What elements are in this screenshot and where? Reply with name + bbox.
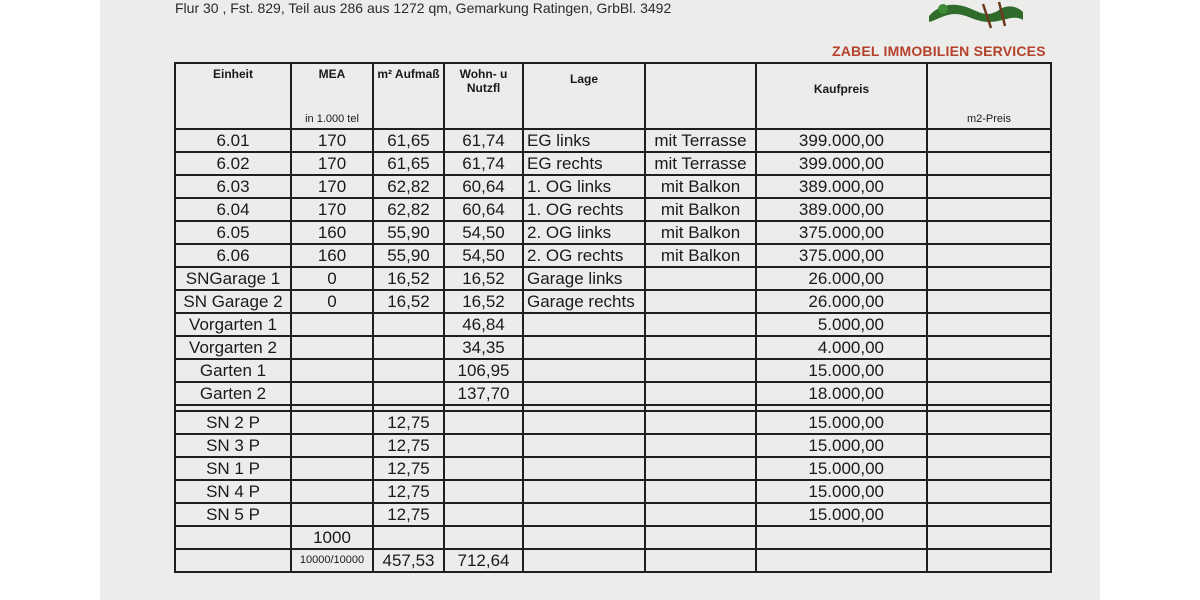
company-name: ZABEL IMMOBILIEN SERVICES xyxy=(832,43,1046,59)
cell-m2preis xyxy=(927,244,1051,267)
table-row xyxy=(175,152,1051,175)
cell-extra xyxy=(645,313,756,336)
cell-kaufpreis: 389.000,00 xyxy=(756,198,927,221)
col-einheit: Einheit xyxy=(175,63,291,129)
cell-m2preis xyxy=(927,221,1051,244)
cell-einheit: Vorgarten 1 xyxy=(175,313,291,336)
cell-aufmass: 12,75 xyxy=(373,503,444,526)
table-row xyxy=(175,290,1051,313)
cell-lage xyxy=(523,457,645,480)
cell-wohnflaeche xyxy=(444,457,523,480)
cell-wohnflaeche: 16,52 xyxy=(444,290,523,313)
table-row xyxy=(175,503,1051,526)
cell-lage: 1. OG links xyxy=(523,175,645,198)
cell-extra: mit Terrasse xyxy=(645,129,756,152)
cell-extra xyxy=(645,480,756,503)
col-mea-label: MEA xyxy=(318,67,346,81)
cell-wohnflaeche: 46,84 xyxy=(444,313,523,336)
cell-m2preis xyxy=(927,434,1051,457)
cell-m2preis xyxy=(927,175,1051,198)
cell-wohnflaeche: 61,74 xyxy=(444,129,523,152)
cell-einheit: 6.03 xyxy=(175,175,291,198)
cell-wohnflaeche: 34,35 xyxy=(444,336,523,359)
cell-kaufpreis xyxy=(756,526,927,549)
cell-extra xyxy=(645,267,756,290)
cell-aufmass: 12,75 xyxy=(373,457,444,480)
cell-aufmass: 16,52 xyxy=(373,290,444,313)
cell-aufmass xyxy=(373,359,444,382)
col-lage: Lage xyxy=(523,63,645,129)
cell-lage xyxy=(523,411,645,434)
cell-mea xyxy=(291,313,373,336)
cell-lage xyxy=(523,480,645,503)
cell-kaufpreis: 375.000,00 xyxy=(756,221,927,244)
cell-extra xyxy=(645,336,756,359)
total-cell-wohnflaeche: 712,64 xyxy=(444,549,523,572)
cell-kaufpreis: 389.000,00 xyxy=(756,175,927,198)
total-cell-einheit xyxy=(175,549,291,572)
table-row xyxy=(175,244,1051,267)
cell-wohnflaeche: 54,50 xyxy=(444,221,523,244)
table-total-row xyxy=(175,549,1051,572)
table-row xyxy=(175,480,1051,503)
unit-price-table xyxy=(174,62,1052,573)
cell-mea: 0 xyxy=(291,290,373,313)
cell-mea xyxy=(291,503,373,526)
cell-m2preis xyxy=(927,313,1051,336)
col-kaufpreis: Kaufpreis xyxy=(756,63,927,129)
cell-lage: 2. OG rechts xyxy=(523,244,645,267)
col-extra xyxy=(645,63,756,129)
cell-wohnflaeche: 54,50 xyxy=(444,244,523,267)
col-mea-sublabel: in 1.000 tel xyxy=(305,113,359,125)
cell-aufmass: 62,82 xyxy=(373,175,444,198)
cell-mea: 170 xyxy=(291,175,373,198)
cell-lage xyxy=(523,434,645,457)
cell-wohnflaeche: 60,64 xyxy=(444,175,523,198)
cell-wohnflaeche: 137,70 xyxy=(444,382,523,405)
cell-extra: mit Balkon xyxy=(645,221,756,244)
cell-mea: 160 xyxy=(291,244,373,267)
cell-einheit: SN 3 P xyxy=(175,434,291,457)
cell-aufmass: 12,75 xyxy=(373,480,444,503)
cell-kaufpreis: 15.000,00 xyxy=(756,411,927,434)
cell-wohnflaeche xyxy=(444,411,523,434)
cell-lage: Garage links xyxy=(523,267,645,290)
cell-mea: 170 xyxy=(291,129,373,152)
table-row xyxy=(175,175,1051,198)
cell-kaufpreis: 15.000,00 xyxy=(756,480,927,503)
cell-aufmass xyxy=(373,313,444,336)
cell-lage xyxy=(523,336,645,359)
cell-extra: mit Balkon xyxy=(645,198,756,221)
cell-kaufpreis: 15.000,00 xyxy=(756,359,927,382)
cell-wohnflaeche: 16,52 xyxy=(444,267,523,290)
cell-einheit: SN Garage 2 xyxy=(175,290,291,313)
cell-einheit: SN 1 P xyxy=(175,457,291,480)
cell-extra: mit Terrasse xyxy=(645,152,756,175)
cell-wohnflaeche xyxy=(444,434,523,457)
cell-kaufpreis: 26.000,00 xyxy=(756,290,927,313)
cell-lage xyxy=(523,526,645,549)
table-row xyxy=(175,198,1051,221)
cell-einheit: Garten 1 xyxy=(175,359,291,382)
cell-einheit: 6.05 xyxy=(175,221,291,244)
cell-aufmass: 12,75 xyxy=(373,434,444,457)
cell-extra xyxy=(645,290,756,313)
cell-extra: mit Balkon xyxy=(645,175,756,198)
cell-kaufpreis: 399.000,00 xyxy=(756,152,927,175)
cell-mea: 0 xyxy=(291,267,373,290)
cell-aufmass: 61,65 xyxy=(373,129,444,152)
cell-einheit xyxy=(175,526,291,549)
cell-kaufpreis: 399.000,00 xyxy=(756,129,927,152)
cell-kaufpreis: 5.000,00 xyxy=(756,313,927,336)
col-mea xyxy=(291,63,373,129)
table-row xyxy=(175,457,1051,480)
cell-extra xyxy=(645,359,756,382)
cell-mea xyxy=(291,457,373,480)
cell-einheit: Vorgarten 2 xyxy=(175,336,291,359)
cell-m2preis xyxy=(927,290,1051,313)
cell-mea: 1000 xyxy=(291,526,373,549)
parcel-description: Flur 30 , Fst. 829, Teil aus 286 aus 1272 qm, Gemarkung Ratingen, GrbBl. 3492 xyxy=(175,0,672,16)
cell-wohnflaeche: 61,74 xyxy=(444,152,523,175)
cell-extra xyxy=(645,526,756,549)
cell-aufmass: 61,65 xyxy=(373,152,444,175)
cell-einheit: 6.01 xyxy=(175,129,291,152)
cell-lage xyxy=(523,359,645,382)
table-row xyxy=(175,129,1051,152)
cell-m2preis xyxy=(927,526,1051,549)
cell-extra xyxy=(645,434,756,457)
cell-mea xyxy=(291,480,373,503)
cell-m2preis xyxy=(927,336,1051,359)
total-cell-m2preis xyxy=(927,549,1051,572)
cell-m2preis xyxy=(927,198,1051,221)
cell-m2preis xyxy=(927,503,1051,526)
cell-aufmass xyxy=(373,526,444,549)
total-cell-lage xyxy=(523,549,645,572)
cell-kaufpreis: 26.000,00 xyxy=(756,267,927,290)
cell-lage xyxy=(523,313,645,336)
cell-aufmass: 55,90 xyxy=(373,221,444,244)
cell-kaufpreis: 4.000,00 xyxy=(756,336,927,359)
cell-m2preis xyxy=(927,457,1051,480)
cell-extra: mit Balkon xyxy=(645,244,756,267)
cell-einheit: SN 5 P xyxy=(175,503,291,526)
cell-extra xyxy=(645,382,756,405)
total-cell-kaufpreis xyxy=(756,549,927,572)
cell-mea: 160 xyxy=(291,221,373,244)
cell-lage: Garage rechts xyxy=(523,290,645,313)
cell-extra xyxy=(645,503,756,526)
cell-mea xyxy=(291,411,373,434)
cell-aufmass xyxy=(373,382,444,405)
cell-einheit: SNGarage 1 xyxy=(175,267,291,290)
cell-m2preis xyxy=(927,382,1051,405)
cell-m2preis xyxy=(927,411,1051,434)
cell-mea xyxy=(291,359,373,382)
cell-einheit: 6.04 xyxy=(175,198,291,221)
cell-m2preis xyxy=(927,480,1051,503)
cell-einheit: Garten 2 xyxy=(175,382,291,405)
cell-kaufpreis: 15.000,00 xyxy=(756,434,927,457)
cell-aufmass: 62,82 xyxy=(373,198,444,221)
table-row xyxy=(175,336,1051,359)
cell-lage: EG links xyxy=(523,129,645,152)
cell-extra xyxy=(645,457,756,480)
cell-mea xyxy=(291,382,373,405)
table-row xyxy=(175,267,1051,290)
cell-mea xyxy=(291,336,373,359)
cell-einheit: SN 4 P xyxy=(175,480,291,503)
cell-extra xyxy=(645,411,756,434)
cell-kaufpreis: 15.000,00 xyxy=(756,503,927,526)
cell-wohnflaeche xyxy=(444,526,523,549)
cell-lage: 2. OG links xyxy=(523,221,645,244)
cell-aufmass: 16,52 xyxy=(373,267,444,290)
cell-mea xyxy=(291,434,373,457)
col-wohnflaeche: Wohn- u Nutzfl xyxy=(444,63,523,129)
table-row xyxy=(175,526,1051,549)
table-header-row xyxy=(175,63,1051,129)
cell-einheit: 6.02 xyxy=(175,152,291,175)
col-aufmass: m² Aufmaß xyxy=(373,63,444,129)
cell-wohnflaeche: 106,95 xyxy=(444,359,523,382)
cell-einheit: SN 2 P xyxy=(175,411,291,434)
cell-m2preis xyxy=(927,359,1051,382)
cell-kaufpreis: 18.000,00 xyxy=(756,382,927,405)
cell-kaufpreis: 375.000,00 xyxy=(756,244,927,267)
cell-einheit: 6.06 xyxy=(175,244,291,267)
cell-lage: 1. OG rechts xyxy=(523,198,645,221)
cell-aufmass xyxy=(373,336,444,359)
total-cell-mea: 10000/10000 xyxy=(291,549,373,572)
cell-lage: EG rechts xyxy=(523,152,645,175)
total-cell-aufmass: 457,53 xyxy=(373,549,444,572)
total-cell-extra xyxy=(645,549,756,572)
table-row xyxy=(175,382,1051,405)
col-m2preis-label: m2-Preis xyxy=(966,113,1011,125)
col-m2preis xyxy=(927,63,1051,129)
cell-wohnflaeche xyxy=(444,503,523,526)
table-row xyxy=(175,434,1051,457)
cell-aufmass: 12,75 xyxy=(373,411,444,434)
cell-m2preis xyxy=(927,267,1051,290)
company-logo-icon xyxy=(925,0,1025,30)
cell-m2preis xyxy=(927,152,1051,175)
table-row xyxy=(175,411,1051,434)
table-row xyxy=(175,221,1051,244)
cell-wohnflaeche xyxy=(444,480,523,503)
cell-lage xyxy=(523,382,645,405)
cell-kaufpreis: 15.000,00 xyxy=(756,457,927,480)
cell-aufmass: 55,90 xyxy=(373,244,444,267)
cell-lage xyxy=(523,503,645,526)
table-row xyxy=(175,313,1051,336)
table-row xyxy=(175,359,1051,382)
cell-wohnflaeche: 60,64 xyxy=(444,198,523,221)
cell-m2preis xyxy=(927,129,1051,152)
cell-mea: 170 xyxy=(291,198,373,221)
cell-mea: 170 xyxy=(291,152,373,175)
